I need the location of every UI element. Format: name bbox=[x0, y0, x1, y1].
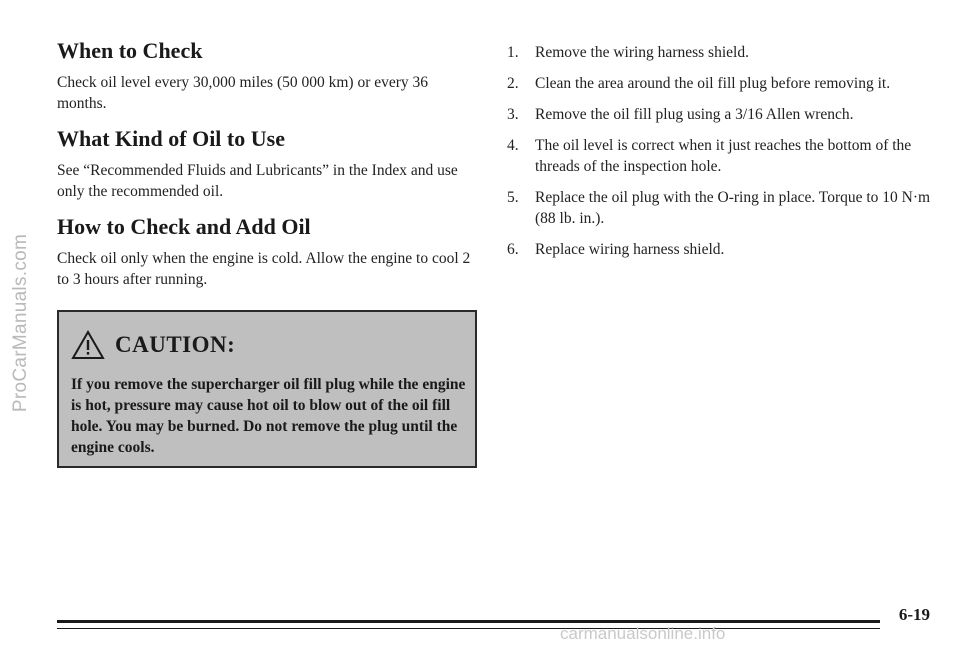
check-add-oil-heading: How to Check and Add Oil bbox=[57, 214, 311, 239]
warning-triangle-icon bbox=[71, 330, 105, 360]
right-column bbox=[507, 42, 937, 270]
caution-title: CAUTION: bbox=[115, 332, 236, 357]
side-watermark bbox=[4, 0, 38, 645]
when-to-check-heading: When to Check bbox=[57, 38, 203, 63]
step-number: 5. bbox=[507, 189, 519, 206]
step-text: Replace wiring harness shield. bbox=[535, 241, 725, 258]
step-number: 1. bbox=[507, 44, 519, 61]
when-to-check-text: Check oil level every 30,000 miles (50 000 km) or every 36 months. bbox=[57, 74, 429, 112]
step-text: Clean the area around the oil fill plug before removing it. bbox=[535, 75, 891, 92]
oil-kind-heading: What Kind of Oil to Use bbox=[57, 126, 285, 151]
step-text: The oil level is correct when it just reaches the bottom of the threads of the inspection hole. bbox=[535, 137, 912, 175]
procedure-steps bbox=[507, 42, 937, 260]
step-number: 2. bbox=[507, 75, 519, 92]
oil-kind-text: See “Recommended Fluids and Lubricants” in the Index and use only the recommended oil. bbox=[57, 162, 458, 200]
left-column bbox=[57, 38, 477, 290]
step-number: 3. bbox=[507, 106, 519, 123]
step-item bbox=[507, 73, 937, 94]
step-number: 4. bbox=[507, 137, 519, 154]
page-number: 6-19 bbox=[898, 605, 930, 624]
step-item bbox=[507, 187, 937, 229]
step-item bbox=[507, 104, 937, 125]
footer-rule-thick bbox=[57, 620, 880, 623]
check-add-oil-text: Check oil only when the engine is cold. Allow the engine to cool 2 to 3 hours after running. bbox=[57, 250, 471, 288]
bottom-watermark: carmanualsonline.info bbox=[560, 624, 726, 643]
caution-text: If you remove the supercharger oil fill plug while the engine is hot, pressure may cause hot oil to blow out of the oil fill hole. You may be burned. Do not remove the plug until the engine cools. bbox=[71, 376, 466, 456]
step-number: 6. bbox=[507, 241, 519, 258]
step-item bbox=[507, 239, 937, 260]
step-item bbox=[507, 42, 937, 63]
caution-header bbox=[71, 330, 235, 360]
step-item bbox=[507, 135, 937, 177]
step-text: Remove the oil fill plug using a 3/16 Allen wrench. bbox=[535, 106, 854, 123]
footer-rule-thin bbox=[57, 628, 880, 629]
step-text: Remove the wiring harness shield. bbox=[535, 44, 749, 61]
side-watermark-text: ProCarManuals.com bbox=[10, 233, 31, 412]
step-text: Replace the oil plug with the O-ring in place. Torque to 10 N·m (88 lb. in.). bbox=[535, 189, 931, 227]
caution-box bbox=[57, 310, 477, 468]
